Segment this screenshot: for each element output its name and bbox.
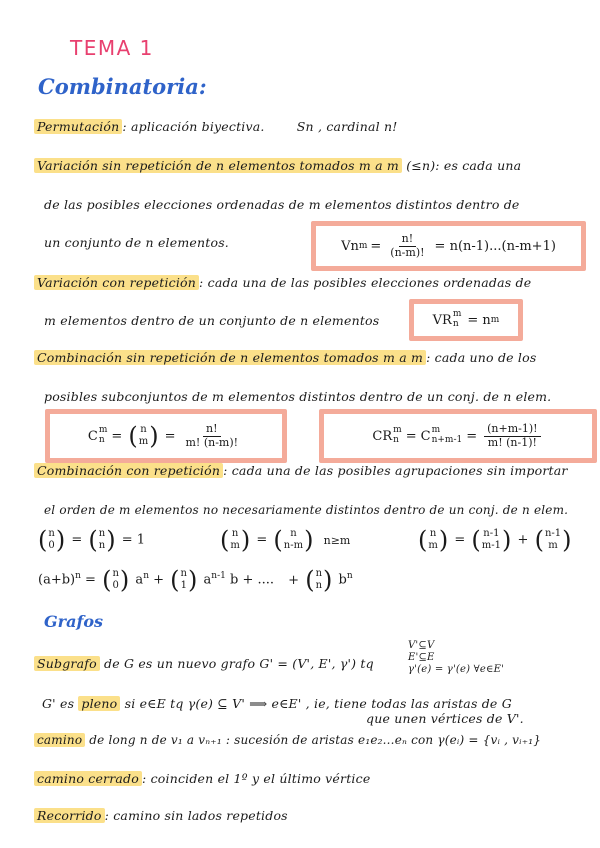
combinacion-rep-formula-box: CR m n = C m n+m-1 = $\frac{(n+m-1)!}{m! (n-1)!}$ [319, 409, 597, 463]
combinacion-line-2: posibles subconjuntos de m elementos distintos dentro de un conj. de n elem. [44, 389, 552, 404]
variacion-formula-rhs: = n(n-1)...(n-m+1) [434, 238, 556, 254]
binomial-lhs-sup: n [75, 571, 81, 582]
binomial-theorem: $(a+b)^n$ = ( n 0 ) $a^n$ + ( n 1 ) $a^{n-1}$ b + .... + ( n n ) $b^n$ [38, 566, 353, 594]
variacion-rep-line-1 [34, 275, 531, 290]
camino-text: de long n de v₁ a vₙ₊₁ : sucesión de aristas e₁e₂...eₙ con γ(eᵢ) = {vᵢ , vᵢ₊₁} [89, 733, 542, 747]
variacion-formula-num: n! [399, 233, 417, 247]
combinacion-line-1 [34, 350, 536, 365]
permutacion-line [34, 119, 398, 134]
variacion-rep-formula-box [409, 299, 523, 341]
combinacion-fraction [182, 423, 241, 449]
camino-cerrado-text: : coinciden el 1º y el último vértice [141, 771, 371, 786]
variacion-line-3: un conjunto de n elementos. [44, 235, 229, 250]
camino-cerrado-term: camino cerrado [34, 771, 142, 786]
variacion-rep-term: Variación con repetición [34, 275, 199, 290]
combinacion-rep-line1-rest: : cada una de las posibles agrupaciones sin importar [223, 463, 568, 478]
binomial-plus-1: + [153, 572, 165, 588]
subgrafo-line [34, 656, 374, 671]
combinacion-rep-formula-sub: n [393, 435, 399, 445]
combinacion-den: m! (n-m)! [185, 435, 239, 449]
subgrafo-cond-2: E'⊆E [408, 652, 435, 663]
variacion-formula-box: Vn m = $\frac{n!}{(n-m)!}$ = n(n-1)...(n-m+1) [311, 221, 586, 271]
variacion-rep-line1-rest: : cada una de las posibles elecciones ordenadas de [199, 275, 532, 290]
binomial-t3: b [338, 572, 347, 588]
variacion-rep-formula-sub: n [452, 319, 459, 329]
variacion-rep-formula-rhs: = n [467, 312, 491, 328]
variacion-line-2: de las posibles elecciones ordenadas de m elementos distintos dentro de [44, 197, 520, 212]
variacion-term: Variación sin repetición de n elementos tomados m a m [34, 158, 402, 173]
binomial-t2: a [203, 572, 212, 588]
variacion-line-1 [34, 158, 521, 173]
binomial-t2-tail: b + .... [230, 572, 275, 588]
binomial-t1-sup: n [143, 571, 149, 582]
identity-1: ( n 0 ) = ( n n ) = 1 [38, 526, 146, 554]
binomial-t3-sup: n [346, 571, 353, 582]
pleno-pre: G' es [42, 696, 75, 711]
variacion-rep-formula-lhs: VR [432, 312, 452, 328]
binomial-lhs: (a+b) [38, 572, 76, 588]
page-title: TEMA 1 [70, 36, 154, 60]
combinacion-term: Combinación sin repetición de n elementos tomados m a m [34, 350, 426, 365]
combinacion-rep-formula-mid: C [420, 428, 431, 444]
variacion-rep-formula-rhs-sup: m [490, 315, 500, 325]
pleno-line-2: que unen vértices de V'. [366, 711, 524, 726]
variacion-formula-den: (n-m)! [390, 245, 425, 259]
combinacion-formula-lhs: C [87, 428, 98, 444]
variacion-rep-formula-sup: m [452, 309, 462, 320]
combinacion-rep-formula-lhs: CR [372, 428, 393, 444]
combinacion-rep-term: Combinación con repetición [34, 463, 223, 478]
binomial-t1: a [135, 572, 144, 588]
variacion-formula-sup: m [358, 241, 368, 251]
variacion-rep-line-2: m elementos dentro de un conjunto de n elementos [44, 313, 380, 328]
combinacion-rep-line-2: el orden de m elementos no necesariamente distintos dentro de un conj. de n elem. [44, 503, 569, 517]
combinacion-binom-top: n [140, 424, 147, 435]
variacion-line1-rest: (≤n): es cada una [406, 158, 522, 173]
subgrafo-text: de G es un nuevo grafo G' = (V', E', γ') tq [104, 656, 374, 671]
section-heading-grafos: Grafos [44, 612, 104, 631]
identity-2: ( n m ) = ( n n-m ) n≥m [220, 526, 351, 554]
variacion-formula-lhs: Vn [341, 238, 359, 254]
pleno-text: si e∈E tq γ(e) ⊆ V' ⟹ e∈E' , ie, tiene todas las aristas de G [124, 696, 512, 711]
pleno-term: pleno [78, 696, 120, 711]
variacion-formula-fraction [387, 233, 427, 259]
combinacion-rep-formula-mid-sub: n+m-1 [431, 435, 463, 445]
subgrafo-cond-1: V'⊆V [408, 640, 435, 651]
combinacion-formula-sup: m [98, 425, 108, 436]
camino-line [34, 733, 541, 747]
identity-1-value: = 1 [121, 532, 146, 548]
combinacion-num: n! [203, 423, 221, 437]
binomial-plus-2: + [288, 572, 300, 588]
combinacion-line1-rest: : cada uno de los [426, 350, 537, 365]
combinacion-binom-bot: m [138, 436, 149, 447]
subgrafo-cond-3: γ'(e) = γ'(e) ∀e∈E' [408, 664, 505, 675]
combinacion-binomial: ( n m ) [128, 422, 159, 450]
combinacion-rep-fraction [484, 423, 540, 449]
combinacion-rep-formula-sup: m [393, 425, 402, 436]
permutacion-note: Sn , cardinal n! [296, 119, 398, 134]
binomial-t2-sup: n-1 [211, 571, 226, 582]
section-heading-combinatoria: Combinatoria: [38, 74, 207, 99]
camino-cerrado-line [34, 771, 370, 786]
combinacion-rep-line-1 [34, 463, 568, 478]
recorrido-text: : camino sin lados repetidos [104, 808, 288, 823]
permutacion-term: Permutación [34, 119, 122, 134]
recorrido-line [34, 808, 288, 823]
combinacion-formula-sub: n [98, 435, 105, 445]
combinacion-rep-formula-mid-sup: m [431, 425, 441, 436]
camino-term: camino [34, 733, 85, 747]
subgrafo-conditions [408, 640, 504, 676]
permutacion-text: : aplicación biyectiva. [122, 119, 265, 134]
recorrido-term: Recorrido [34, 808, 105, 823]
pleno-line-1 [42, 696, 512, 711]
combinacion-rep-den: m! (n-1)! [487, 435, 537, 449]
subgrafo-term: Subgrafo [34, 656, 100, 671]
combinacion-formula-box: C m n = ( n m ) = $\frac{n!}{m! (n-m)!}$ [45, 409, 287, 463]
identity-2-condition: n≥m [323, 533, 351, 547]
combinacion-rep-num: (n+m-1)! [484, 423, 540, 437]
identity-3: ( n m ) = ( n-1 m-1 ) + ( n-1 m ) [418, 526, 572, 554]
